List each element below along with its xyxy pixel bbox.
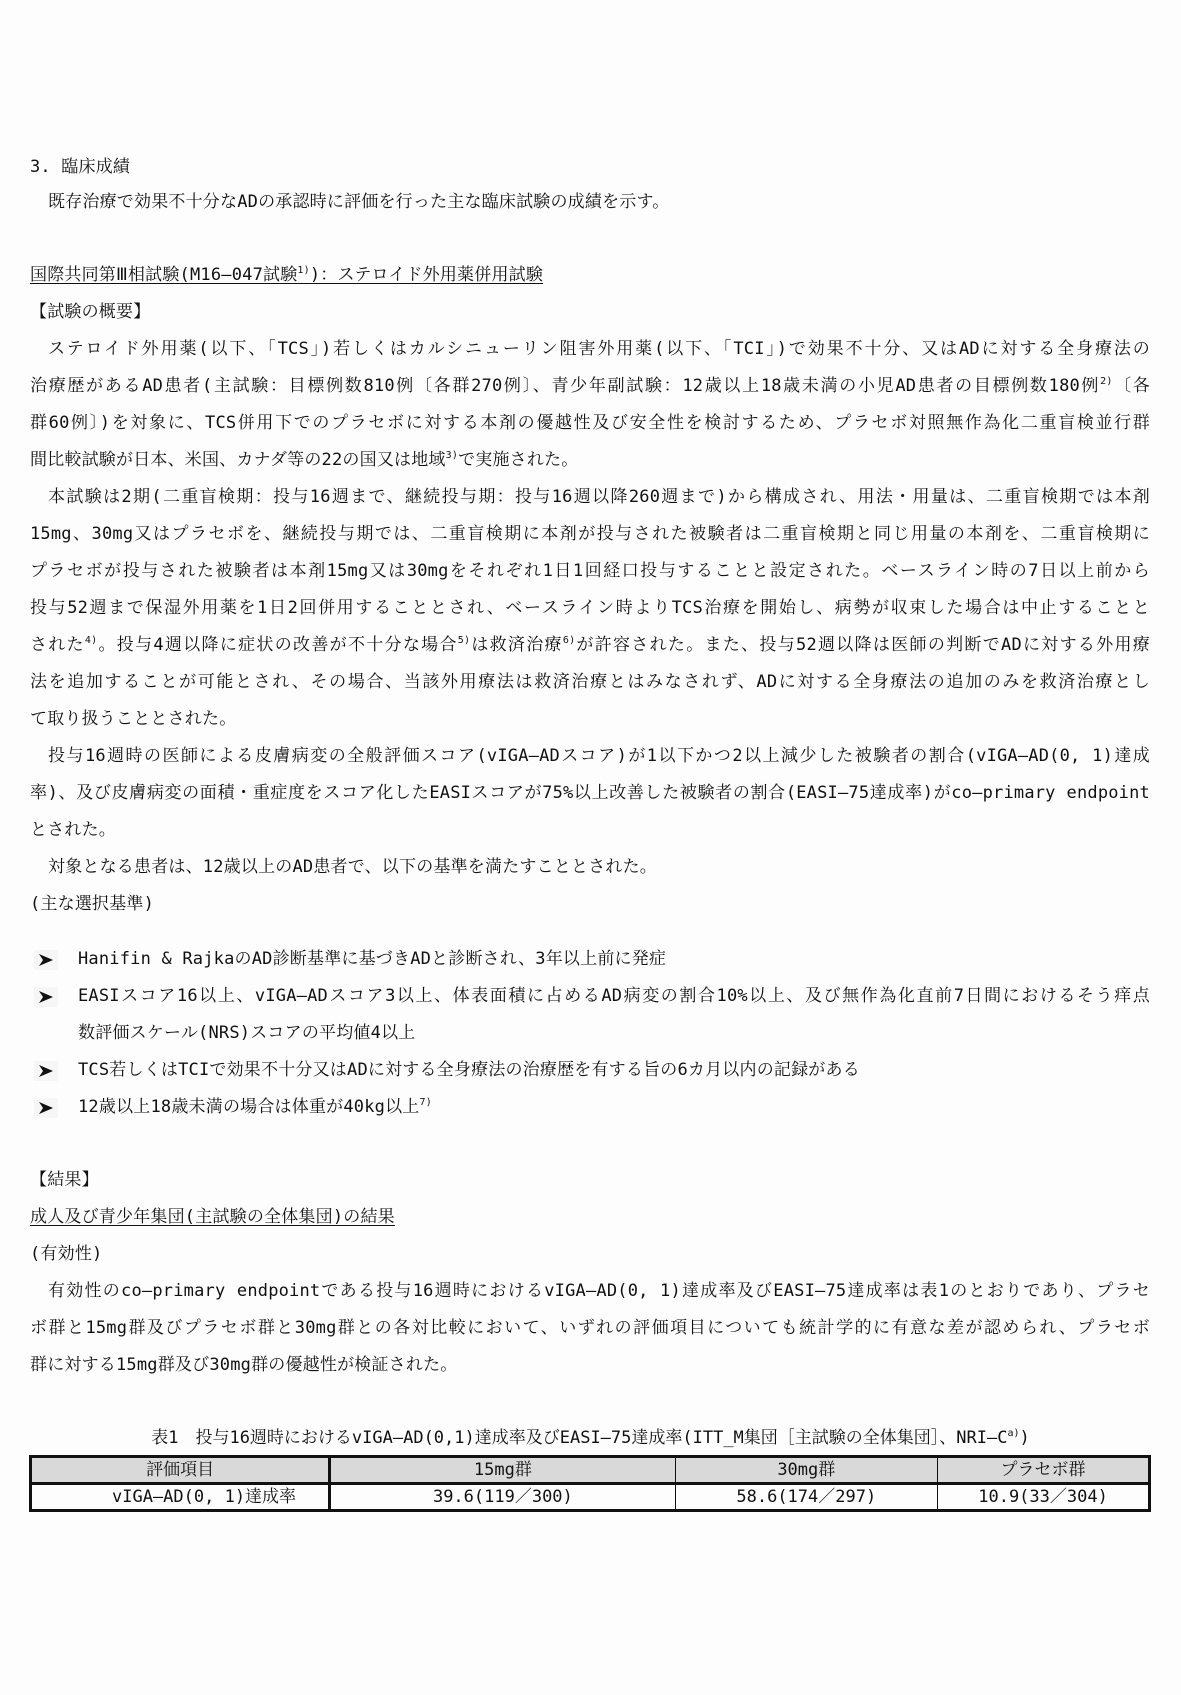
arrowhead-bullet-icon	[34, 1098, 58, 1118]
table-header-cell: プラセボ群	[938, 1457, 1150, 1484]
design-line-2: 15mg、30mg又はプラセボを、継続投与期では、二重盲検期に本剤が投与された被験者は二重盲検期と同じ用量の本剤を、二重盲検期に	[30, 524, 1150, 544]
criterion-2-cont: 数評価スケール(NRS)スコアの平均値4以上	[78, 1023, 416, 1043]
efficacy-line-1: 有効性のco—primary endpointである投与16週時におけるvIGA—AD(0, 1)達成率及びEASI—75達成率は表1のとおりであり、プラセ	[48, 1281, 1150, 1301]
criteria-label: (主な選択基準)	[30, 894, 155, 914]
overview-line-4: 間比較試験が日本、米国、カナダ等の22の国又は地域$^{3)}$で実施された。	[30, 450, 579, 470]
criterion-2: EASIスコア16以上、vIGA—ADスコア3以上、体表面積に占めるAD病変の割合10%以上、及び無作為化直前7日間におけるそう痒点	[78, 986, 1150, 1006]
section-title: 3. 臨床成績	[30, 157, 131, 177]
overview-label: 【試験の概要】	[30, 302, 151, 322]
endpoint-line-2: 率)、及び皮膚病変の面積・重症度をスコア化したEASIスコアが75%以上改善した被験者の割合(EASI—75達成率)がco—primary endpoint	[30, 783, 1150, 803]
design-line-5: された$^{4)}$。投与4週以降に症状の改善が不十分な場合$^{5)}$は救済治療$^{6)}$が許容された。また、投与52週以降は医師の判断でADに対する外用療	[30, 635, 1151, 655]
criterion-1: Hanifin & RajkaのAD診断基準に基づきADと診断され、3年以上前に発症	[78, 949, 667, 969]
results-subheading: 成人及び青少年集団(主試験の全体集団)の結果	[30, 1207, 395, 1227]
population-line: 対象となる患者は、12歳以上のAD患者で、以下の基準を満たすこととされた。	[48, 857, 657, 877]
table-caption: 表1 投与16週時におけるvIGA—AD(0,1)達成率及びEASI—75達成率(ITT_M集団［主試験の全体集団］、$NRI—C^{a)}$)	[151, 1428, 1030, 1448]
arrowhead-bullet-icon	[34, 987, 58, 1007]
overview-line-3: 群60例〕)を対象に、TCS併用下でのプラセボに対する本剤の優越性及び安全性を検討するため、プラセボ対照無作為化二重盲検並行群	[30, 413, 1150, 433]
endpoint-line-1: 投与16週時の医師による皮膚病変の全般評価スコア(vIGA—ADスコア)が1以下かつ2以上減少した被験者の割合(vIGA—AD(0, 1)達成	[48, 746, 1150, 766]
criterion-4: 12歳以上18歳未満の場合は体重が40kg以上$^{7)}$	[78, 1097, 432, 1117]
table-cell: vIGA—AD(0, 1)達成率	[31, 1484, 330, 1511]
table-header-row	[31, 1457, 1150, 1484]
arrowhead-bullet-icon	[34, 1061, 58, 1081]
table-header-cell: 30mg群	[675, 1457, 938, 1484]
design-line-7: て取り扱うこととされた。	[30, 709, 237, 729]
endpoint-line-3: とされた。	[30, 820, 116, 840]
design-line-4: 投与52週まで保湿外用薬を1日2回併用することとされ、ベースライン時よりTCS治療を開始し、病勢が収束した場合は中止することと	[30, 598, 1150, 618]
overview-line-1: ステロイド外用薬(以下、「TCS」)若しくはカルシニューリン阻害外用薬(以下、「TCI」)で効果不十分、又はADに対する全身療法の	[48, 339, 1150, 359]
section-intro: 既存治療で効果不十分なADの承認時に評価を行った主な臨床試験の成績を示す。	[48, 192, 670, 212]
arrowhead-bullet-icon	[34, 950, 58, 970]
design-line-3: プラセボが投与された被験者は本剤15mg又は30mgをそれぞれ1日1回経口投与することと設定された。ベースライン時の7日以上前から	[30, 561, 1150, 581]
table-header-cell: 評価項目	[31, 1457, 330, 1484]
overview-line-2: 治療歴があるAD患者(主試験：目標例数810例〔各群270例〕、青少年副試験：12歳以上18歳未満の小児AD患者の目標例数180例$^{2)}$〔各	[30, 376, 1150, 396]
design-line-6: 法を追加することが可能とされ、その場合、当該外用療法は救済治療とはみなされず、ADに対する全身療法の追加のみを救済治療とし	[30, 672, 1150, 692]
efficacy-line-3: 群に対する15mg群及び30mg群の優越性が検証された。	[30, 1355, 458, 1375]
table-cell: 39.6(119／300)	[330, 1484, 675, 1511]
criterion-3: TCS若しくはTCIで効果不十分又はADに対する全身療法の治療歴を有する旨の6カ月以内の記録がある	[78, 1060, 860, 1080]
table-cell: 58.6(174／297)	[675, 1484, 938, 1511]
table-row	[31, 1484, 1150, 1511]
results-table	[29, 1455, 1151, 1512]
table-header-cell: 15mg群	[330, 1457, 675, 1484]
efficacy-line-2: ボ群と15mg群及びプラセボ群と30mg群との各対比較において、いずれの評価項目についても統計学的に有意な差が認められ、プラセボ	[30, 1318, 1150, 1338]
design-line-1: 本試験は2期(二重盲検期：投与16週まで、継続投与期：投与16週以降260週まで)から構成され、用法・用量は、二重盲検期では本剤	[48, 487, 1150, 507]
results-label: 【結果】	[30, 1170, 99, 1190]
table-cell: 10.9(33／304)	[938, 1484, 1150, 1511]
study-heading: 国際共同第Ⅲ相試験(M16—047試験$^{1)}$)：ステロイド外用薬併用試験	[30, 265, 544, 285]
efficacy-label: (有効性)	[30, 1244, 103, 1264]
